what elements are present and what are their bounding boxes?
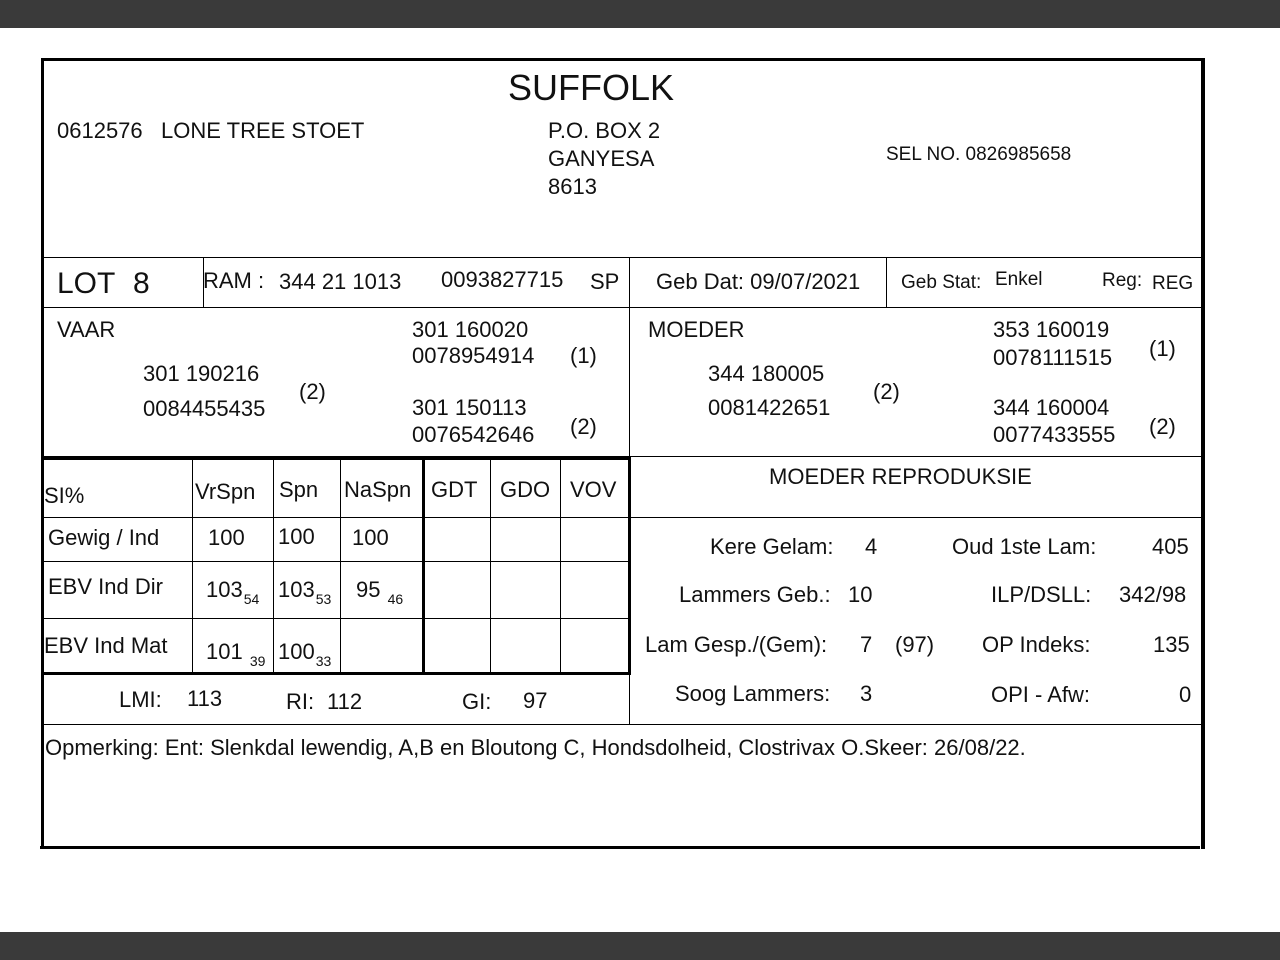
ri-value: 112: [327, 689, 363, 714]
rule-table-bottom: [42, 672, 631, 675]
rule-col-spn: [273, 458, 274, 674]
ram-reg: 0093827715: [441, 267, 564, 292]
opi-afw-value: 0: [1179, 682, 1192, 707]
remark: Opmerking: Ent: Slenkdal lewendig, A,B en Bloutong C, Hondsdolheid, Clostrivax O.Skeer: 26/08/22.: [45, 735, 1026, 760]
rule-col-gdt: [422, 458, 425, 674]
sire-dam-id: 301 150113: [412, 395, 527, 420]
ebv-mat-vrspn: [206, 641, 265, 668]
rule-table-top: [42, 457, 631, 460]
ebv-dir-vrspn-acc: 54: [243, 591, 260, 607]
table-header-si: SI%: [44, 483, 85, 508]
rule-table-header: [42, 517, 631, 518]
sire-sire-id: 301 160020: [412, 317, 529, 342]
dam-dam-id: 344 160004: [993, 395, 1110, 420]
breeder-postcode: 8613: [548, 174, 597, 199]
birth-status: Enkel: [995, 269, 1043, 290]
table-header-spn: Spn: [279, 477, 319, 502]
card-border-left: [41, 58, 44, 849]
rule-table-right: [628, 457, 631, 675]
sire-sire-code: (1): [570, 343, 597, 368]
gewig-spn: 100: [278, 524, 315, 549]
birth-status-label: Geb Stat:: [901, 272, 982, 293]
lammers-geb-value: 10: [848, 582, 873, 607]
rule-lot-top: [42, 257, 1202, 258]
table-header-gdt: GDT: [431, 477, 478, 502]
ebv-dir-spn-value: 103: [278, 577, 315, 602]
row-label-ebv-dir: EBV Ind Dir: [48, 574, 163, 599]
kere-gelam-value: 4: [865, 534, 878, 559]
sire-sire-reg: 0078954914: [412, 343, 535, 368]
ebv-mat-vrspn-acc: 39: [249, 653, 266, 669]
dam-id: 344 180005: [708, 361, 825, 386]
dam-sire-id: 353 160019: [993, 317, 1110, 342]
rule-col-vov: [560, 458, 561, 674]
breeder-address2: GANYESA: [548, 146, 655, 171]
breed-title: SUFFOLK: [508, 67, 675, 108]
dam-dam-reg: 0077433555: [993, 422, 1116, 447]
dam-code: (2): [873, 379, 900, 404]
ebv-dir-spn-acc: 53: [315, 591, 332, 607]
rule-gebstat-divider: [886, 257, 887, 308]
sire-dam-reg: 0076542646: [412, 422, 535, 447]
ebv-mat-vrspn-value: 101: [206, 639, 243, 664]
ram-id: 344 21 1013: [279, 269, 402, 294]
oud-1ste-lam-label: Oud 1ste Lam:: [952, 534, 1097, 559]
lam-gesp-gem: (97): [895, 632, 935, 657]
lam-gesp-label: Lam Gesp./(Gem):: [645, 632, 828, 657]
ebv-mat-spn-value: 100: [278, 639, 315, 664]
rule-table-row2: [42, 618, 631, 619]
ebv-mat-spn: [278, 641, 331, 668]
breeder-name: LONE TREE STOET: [161, 118, 365, 143]
rule-repro-header: [630, 517, 1202, 518]
ebv-dir-vrspn: [206, 579, 259, 606]
ebv-dir-naspn-value: 95: [356, 577, 381, 602]
row-label-gewig: Gewig / Ind: [48, 525, 160, 550]
oud-1ste-lam-value: 405: [1152, 534, 1189, 559]
card-border-right: [1201, 58, 1205, 849]
gi-value: 97: [523, 688, 548, 713]
reg-label: Reg:: [1102, 270, 1143, 291]
card-border-top: [42, 58, 1204, 61]
lmi-label: LMI:: [119, 687, 162, 712]
rule-col-vrspn: [192, 458, 193, 674]
op-indeks-label: OP Indeks:: [982, 632, 1091, 657]
gewig-vrspn: 100: [208, 525, 245, 550]
sire-label: VAAR: [57, 317, 116, 342]
sire-id: 301 190216: [143, 361, 260, 386]
breeder-phone: SEL NO. 0826985658: [886, 144, 1072, 165]
dam-sire-code: (1): [1149, 336, 1176, 361]
ilp-dsll-label: ILP/DSLL:: [991, 582, 1092, 607]
ebv-dir-spn: [278, 579, 331, 606]
table-header-vov: VOV: [570, 477, 617, 502]
ilp-dsll-value: 342/98: [1119, 582, 1187, 607]
rule-remark-top: [42, 724, 1202, 725]
sire-code: (2): [299, 379, 326, 404]
table-header-vrspn: VrSpn: [195, 479, 256, 504]
gi-label: GI:: [462, 689, 492, 714]
ram-label: RAM :: [203, 268, 265, 293]
breeder-number: 0612576: [57, 118, 143, 143]
soog-lammers-value: 3: [860, 681, 873, 706]
sire-reg: 0084455435: [143, 396, 266, 421]
birth-date: Geb Dat: 09/07/2021: [656, 269, 861, 294]
table-header-gdo: GDO: [500, 477, 551, 502]
ebv-dir-naspn: [356, 579, 403, 606]
lot-number: 8: [133, 267, 150, 300]
breeder-address1: P.O. BOX 2: [548, 118, 661, 143]
ri-label: RI:: [286, 689, 315, 714]
lam-gesp-value: 7: [860, 632, 873, 657]
dam-sire-reg: 0078111515: [993, 345, 1113, 370]
lot-label: LOT: [57, 267, 116, 300]
gewig-naspn: 100: [352, 525, 389, 550]
opi-afw-label: OPI - Afw:: [991, 682, 1091, 707]
table-header-naspn: NaSpn: [344, 477, 412, 502]
lmi-value: 113: [187, 686, 223, 711]
rule-col-gdo: [490, 458, 491, 674]
soog-lammers-label: Soog Lammers:: [675, 681, 831, 706]
ebv-mat-spn-acc: 33: [315, 653, 332, 669]
rule-table-row1: [42, 561, 631, 562]
op-indeks-value: 135: [1153, 632, 1190, 657]
rule-col-naspn: [340, 458, 341, 674]
kere-gelam-label: Kere Gelam:: [710, 534, 834, 559]
reg-value: REG: [1152, 273, 1194, 294]
ebv-dir-naspn-acc: 46: [387, 591, 404, 607]
repro-title: MOEDER REPRODUKSIE: [769, 464, 1032, 489]
dam-label: MOEDER: [648, 317, 745, 342]
row-label-ebv-mat: EBV Ind Mat: [44, 633, 168, 658]
sire-dam-code: (2): [570, 414, 597, 439]
ram-code: SP: [590, 269, 620, 294]
dam-dam-code: (2): [1149, 414, 1176, 439]
card-border-bottom: [40, 846, 1200, 849]
lammers-geb-label: Lammers Geb.:: [679, 582, 831, 607]
ebv-dir-vrspn-value: 103: [206, 577, 243, 602]
rule-lot-bottom: [42, 307, 1202, 308]
dam-reg: 0081422651: [708, 395, 831, 420]
